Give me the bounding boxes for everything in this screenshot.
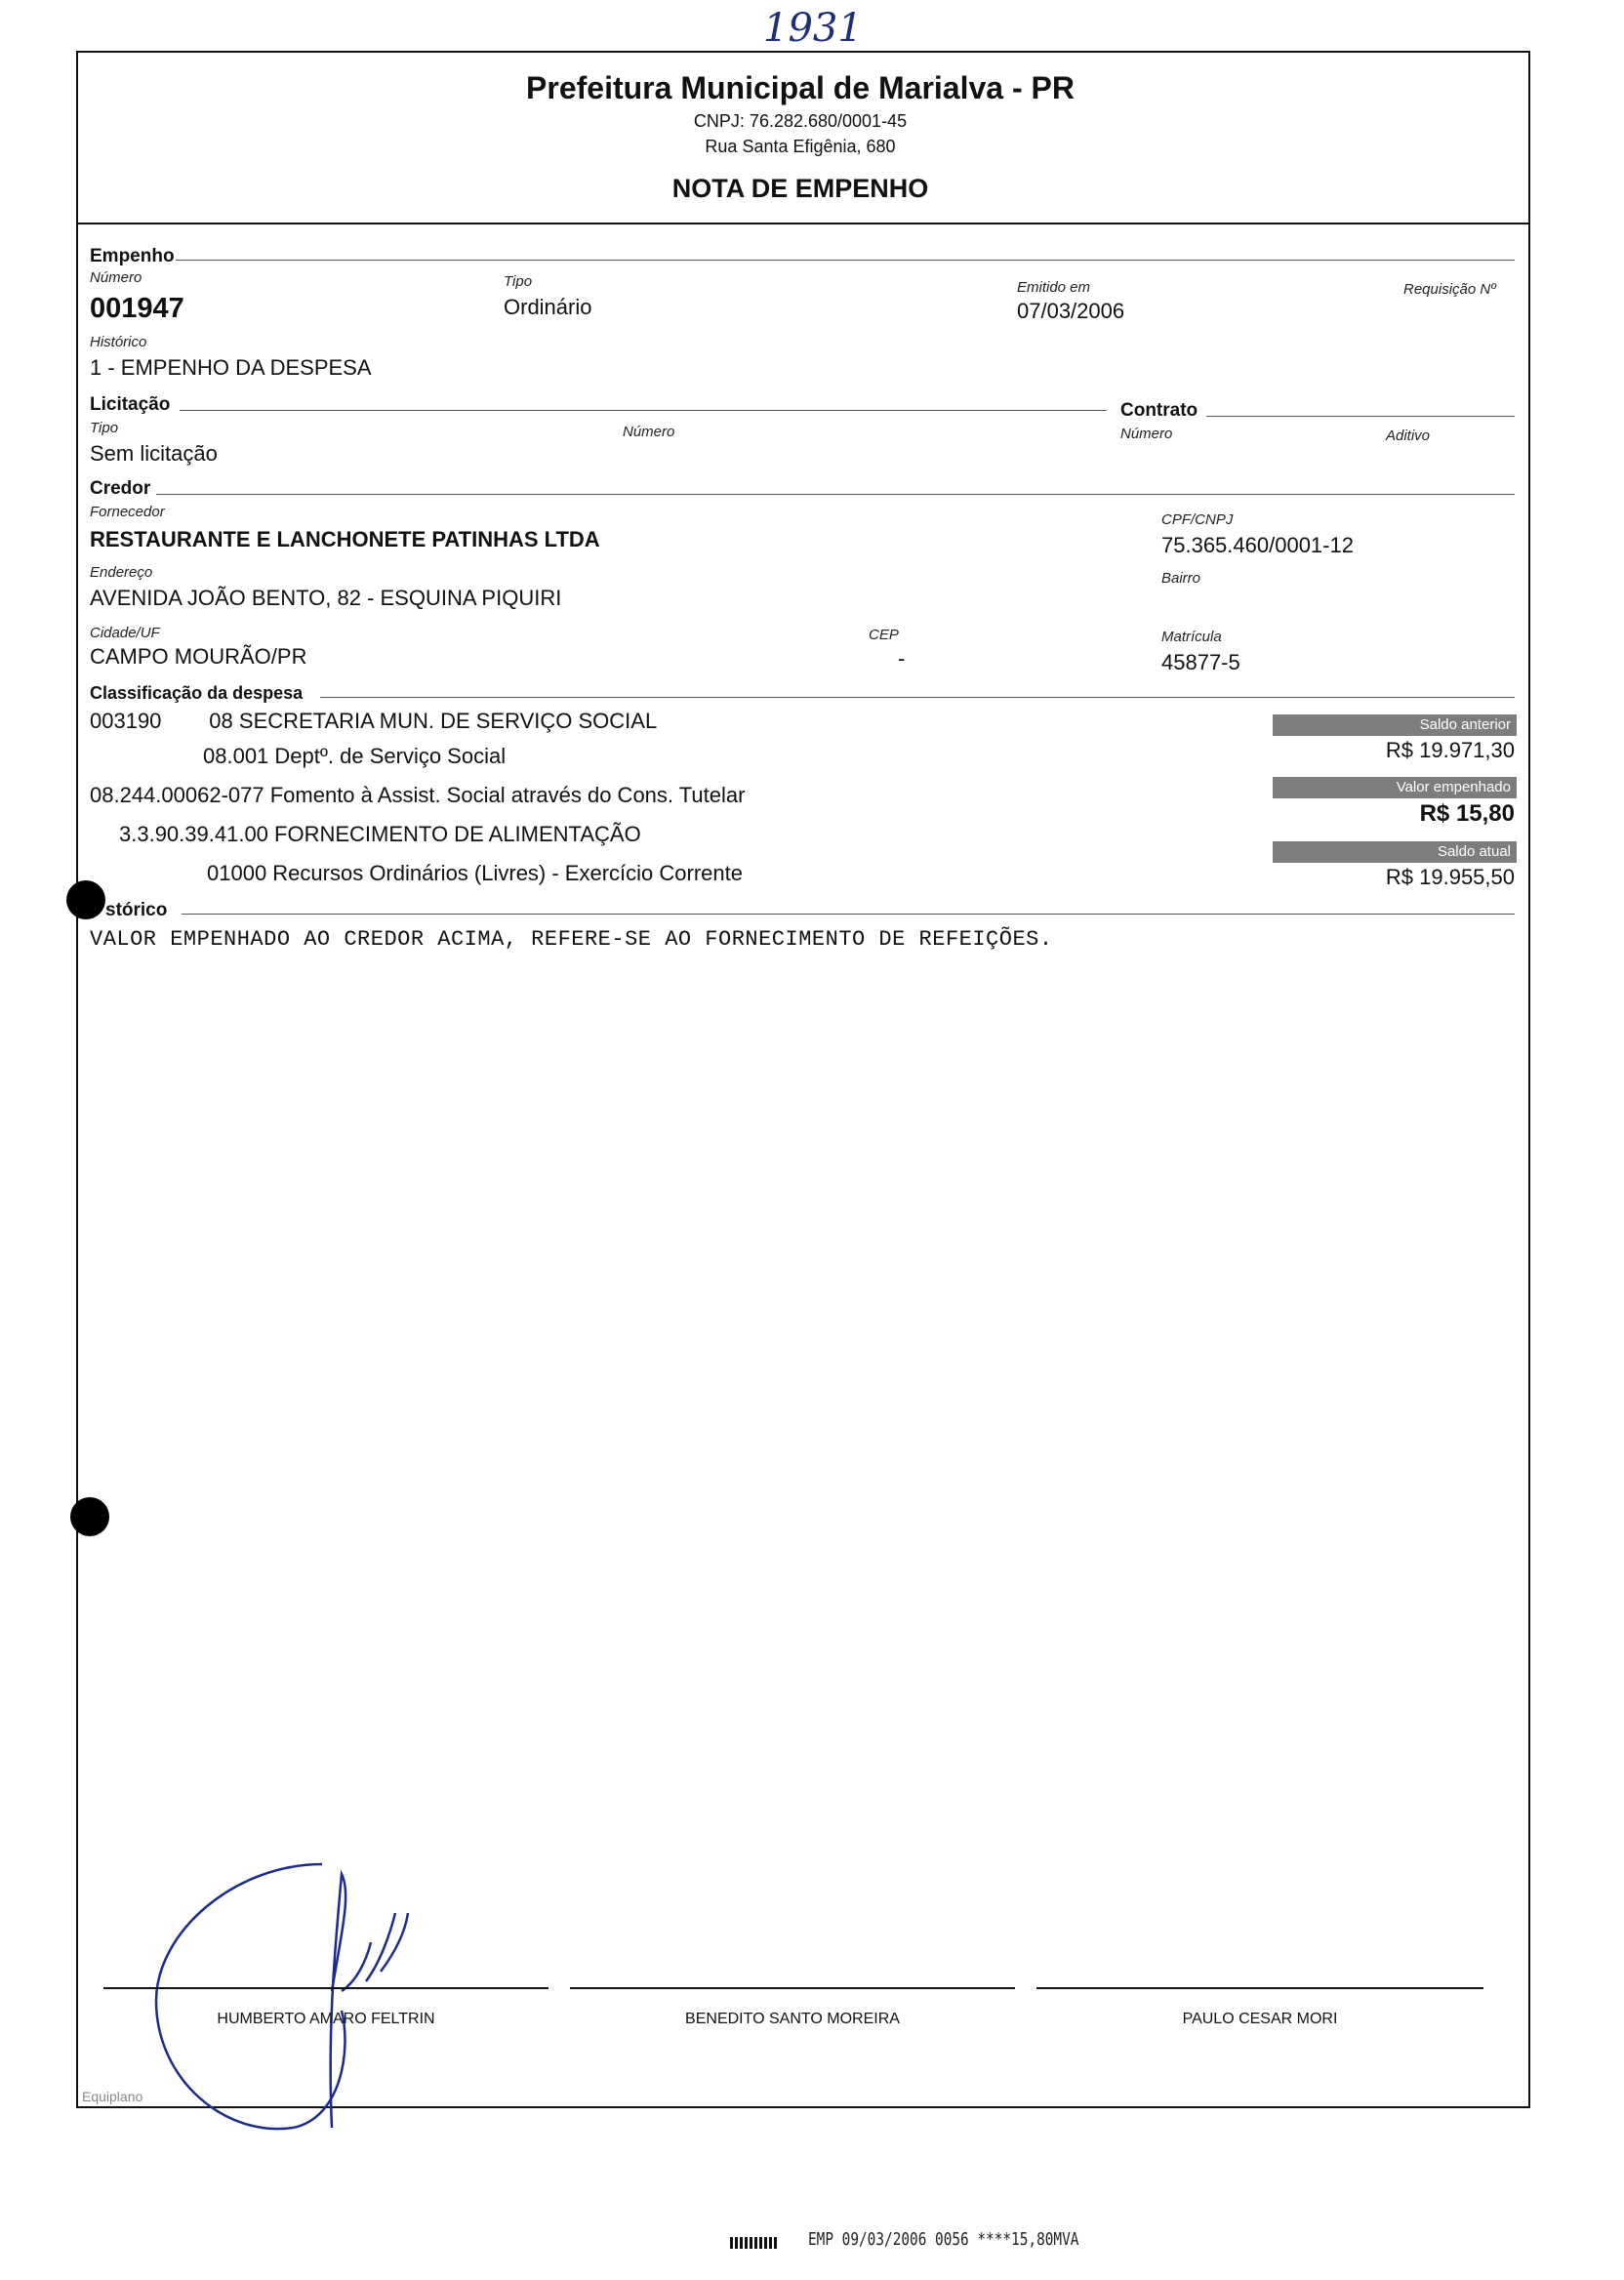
emitido-value: 07/03/2006 bbox=[1017, 299, 1125, 323]
cep-label: CEP bbox=[869, 627, 899, 643]
fornecedor-label: Fornecedor bbox=[90, 504, 165, 520]
requisicao-label: Requisição Nº bbox=[1403, 281, 1496, 298]
section-rule bbox=[1206, 416, 1515, 417]
cpf-label: CPF/CNPJ bbox=[1161, 511, 1234, 528]
historico-text: VALOR EMPENHADO AO CREDOR ACIMA, REFERE-SE AO FORNECIMENTO DE REFEIÇÕES. bbox=[90, 927, 1053, 952]
matricula-value: 45877-5 bbox=[1161, 650, 1240, 674]
cidade-value: CAMPO MOURÃO/PR bbox=[90, 644, 307, 669]
classificacao-line: 3.3.90.39.41.00 FORNECIMENTO DE ALIMENTAÇÃO bbox=[119, 822, 641, 846]
section-rule bbox=[176, 260, 1515, 261]
signature-name: HUMBERTO AMARO FELTRIN bbox=[217, 2011, 435, 2027]
historico-label: Histórico bbox=[90, 334, 147, 350]
numero-label: Número bbox=[90, 269, 142, 286]
emitido-label: Emitido em bbox=[1017, 279, 1091, 296]
punch-hole bbox=[66, 880, 105, 919]
signature-line bbox=[103, 1987, 548, 1989]
tipo-label: Tipo bbox=[504, 273, 533, 290]
cep-value: - bbox=[898, 646, 906, 671]
cidade-label: Cidade/UF bbox=[90, 625, 160, 641]
section-credor: Credor bbox=[90, 478, 151, 499]
header-divider bbox=[76, 223, 1530, 224]
signature-name: PAULO CESAR MORI bbox=[1182, 2011, 1338, 2027]
barcode-mark bbox=[730, 2237, 779, 2249]
section-historico: stórico bbox=[105, 900, 168, 920]
classificacao-line: 08.244.00062-077 Fomento à Assist. Social através do Cons. Tutelar bbox=[90, 783, 746, 807]
section-contrato: Contrato bbox=[1120, 400, 1198, 421]
contrato-aditivo-label: Aditivo bbox=[1386, 428, 1431, 444]
classificacao-line: 08.001 Deptº. de Serviço Social bbox=[203, 744, 507, 768]
endereco-label: Endereço bbox=[90, 564, 153, 581]
valor-empenhado-label: Valor empenhado bbox=[1273, 777, 1517, 798]
punch-hole bbox=[70, 1497, 109, 1536]
footer-brand: Equiplano bbox=[82, 2089, 143, 2104]
classificacao-line: 01000 Recursos Ordinários (Livres) - Exercício Corrente bbox=[207, 861, 743, 885]
signature-name: BENEDITO SANTO MOREIRA bbox=[685, 2011, 900, 2027]
handwritten-signature bbox=[146, 1854, 459, 2147]
bairro-label: Bairro bbox=[1161, 570, 1201, 587]
matricula-label: Matrícula bbox=[1161, 629, 1222, 645]
historico-value: 1 - EMPENHO DA DESPESA bbox=[90, 355, 372, 380]
section-rule bbox=[180, 410, 1107, 411]
saldo-atual-label: Saldo atual bbox=[1273, 841, 1517, 863]
document-title: NOTA DE EMPENHO bbox=[671, 174, 929, 203]
licitacao-tipo-value: Sem licitação bbox=[90, 441, 218, 466]
section-rule bbox=[320, 697, 1515, 698]
cnpj-text: CNPJ: 76.282.680/0001-45 bbox=[693, 111, 908, 131]
licitacao-tipo-label: Tipo bbox=[90, 420, 119, 436]
section-classificacao: Classificação da despesa bbox=[90, 683, 304, 703]
section-rule bbox=[182, 914, 1515, 915]
cpf-value: 75.365.460/0001-12 bbox=[1161, 533, 1354, 557]
tipo-value: Ordinário bbox=[504, 295, 592, 319]
signature-line bbox=[1036, 1987, 1483, 1989]
contrato-numero-label: Número bbox=[1120, 426, 1173, 442]
fornecedor-value: RESTAURANTE E LANCHONETE PATINHAS LTDA bbox=[90, 527, 600, 551]
valor-empenhado-value: R$ 15,80 bbox=[1419, 800, 1515, 827]
saldo-atual-value: R$ 19.955,50 bbox=[1385, 865, 1515, 889]
section-rule bbox=[156, 494, 1515, 495]
saldo-anterior-label: Saldo anterior bbox=[1273, 714, 1517, 736]
mechanical-stamp: EMP 09/03/2006 0056 ****15,80MVA bbox=[808, 2229, 1079, 2250]
section-empenho: Empenho bbox=[90, 246, 175, 266]
empenho-number: 001947 bbox=[90, 293, 184, 324]
saldo-anterior-value: R$ 19.971,30 bbox=[1385, 738, 1515, 762]
classificacao-line: 003190 08 SECRETARIA MUN. DE SERVIÇO SOCIAL bbox=[90, 709, 658, 733]
address-text: Rua Santa Efigênia, 680 bbox=[705, 137, 896, 156]
endereco-value: AVENIDA JOÃO BENTO, 82 - ESQUINA PIQUIRI bbox=[90, 586, 562, 610]
page-title: Prefeitura Municipal de Marialva - PR bbox=[526, 70, 1075, 105]
signature-line bbox=[570, 1987, 1015, 1989]
section-licitacao: Licitação bbox=[90, 394, 171, 415]
licitacao-numero-label: Número bbox=[623, 424, 675, 440]
handwritten-number: 1931 bbox=[763, 6, 863, 51]
